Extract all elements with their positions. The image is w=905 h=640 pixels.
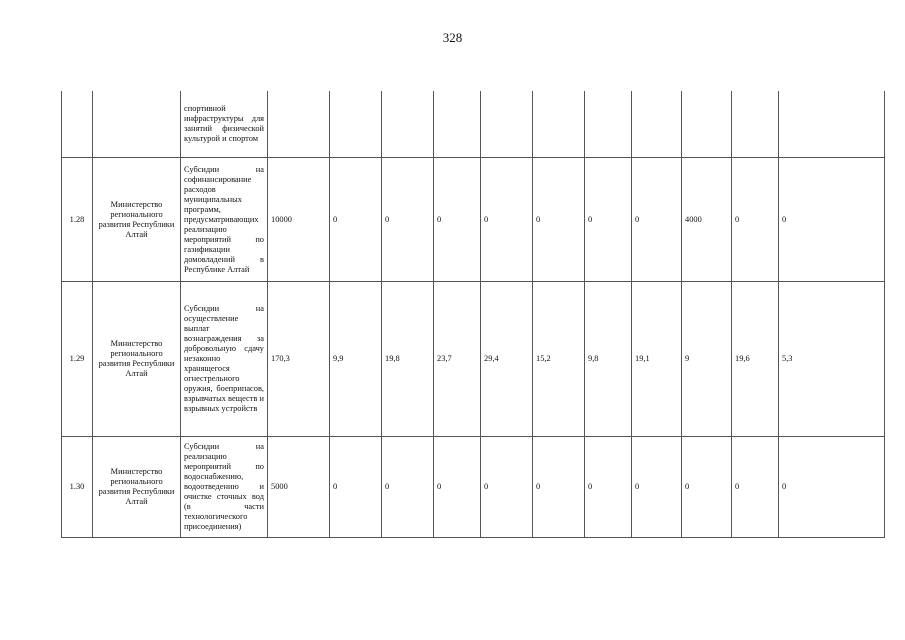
value-cell <box>682 91 732 158</box>
value-cell <box>732 91 779 158</box>
value-cell: 0 <box>330 437 382 538</box>
value-cell: 23,7 <box>434 282 481 437</box>
value-cell: 19,8 <box>382 282 434 437</box>
organization-cell: Министерство регионального развития Республики Алтай <box>93 282 181 437</box>
description-cell: Субсидии на осуществление выплат вознаграждения за добровольную сдачу незаконно хранящегося огнестрельного оружия, боеприпасов, взрывчатых веществ и взрывных устройств <box>181 282 268 437</box>
value-cell: 4000 <box>682 158 732 282</box>
value-cell <box>533 91 585 158</box>
value-cell: 170,3 <box>268 282 330 437</box>
row-index-cell: 1.30 <box>62 437 93 538</box>
table-row <box>62 282 885 437</box>
value-cell: 0 <box>533 158 585 282</box>
description-cell: спортивной инфраструктуры для занятий физической культурой и спортом <box>181 91 268 158</box>
value-cell: 0 <box>434 437 481 538</box>
value-cell: 15,2 <box>533 282 585 437</box>
row-index-cell: 1.29 <box>62 282 93 437</box>
value-cell <box>632 91 682 158</box>
description-cell: Субсидии на софинансирование расходов муниципальных программ, предусматривающих реализацию мероприятий по газификации домовладений в Республике Алтай <box>181 158 268 282</box>
value-cell: 10000 <box>268 158 330 282</box>
value-cell: 5,3 <box>779 282 885 437</box>
value-cell <box>585 91 632 158</box>
value-cell: 0 <box>533 437 585 538</box>
value-cell <box>481 91 533 158</box>
value-cell: 5000 <box>268 437 330 538</box>
value-cell: 0 <box>434 158 481 282</box>
value-cell: 0 <box>382 437 434 538</box>
value-cell: 19,6 <box>732 282 779 437</box>
value-cell: 0 <box>481 158 533 282</box>
value-cell: 0 <box>779 158 885 282</box>
value-cell <box>268 91 330 158</box>
value-cell: 0 <box>481 437 533 538</box>
description-cell: Субсидии на реализацию мероприятий по водоснабжению, водоотведению и очистке сточных вод (в части технологического присоединения) <box>181 437 268 538</box>
value-cell: 0 <box>779 437 885 538</box>
value-cell: 9 <box>682 282 732 437</box>
table-row <box>62 91 885 158</box>
subsidy-table <box>61 91 885 538</box>
value-cell: 0 <box>382 158 434 282</box>
value-cell: 0 <box>732 437 779 538</box>
value-cell <box>330 91 382 158</box>
value-cell: 0 <box>682 437 732 538</box>
value-cell <box>779 91 885 158</box>
organization-cell: Министерство регионального развития Республики Алтай <box>93 158 181 282</box>
value-cell: 19,1 <box>632 282 682 437</box>
value-cell: 29,4 <box>481 282 533 437</box>
value-cell: 0 <box>732 158 779 282</box>
value-cell: 0 <box>585 158 632 282</box>
table-row <box>62 437 885 538</box>
organization-cell: Министерство регионального развития Республики Алтай <box>93 437 181 538</box>
row-index-cell: 1.28 <box>62 158 93 282</box>
value-cell: 9,9 <box>330 282 382 437</box>
value-cell: 0 <box>632 158 682 282</box>
value-cell: 0 <box>632 437 682 538</box>
value-cell: 0 <box>330 158 382 282</box>
value-cell: 0 <box>585 437 632 538</box>
page-number: 328 <box>442 30 463 45</box>
table-row <box>62 158 885 282</box>
row-index-cell <box>62 91 93 158</box>
value-cell <box>434 91 481 158</box>
value-cell <box>382 91 434 158</box>
organization-cell <box>93 91 181 158</box>
value-cell: 9,8 <box>585 282 632 437</box>
